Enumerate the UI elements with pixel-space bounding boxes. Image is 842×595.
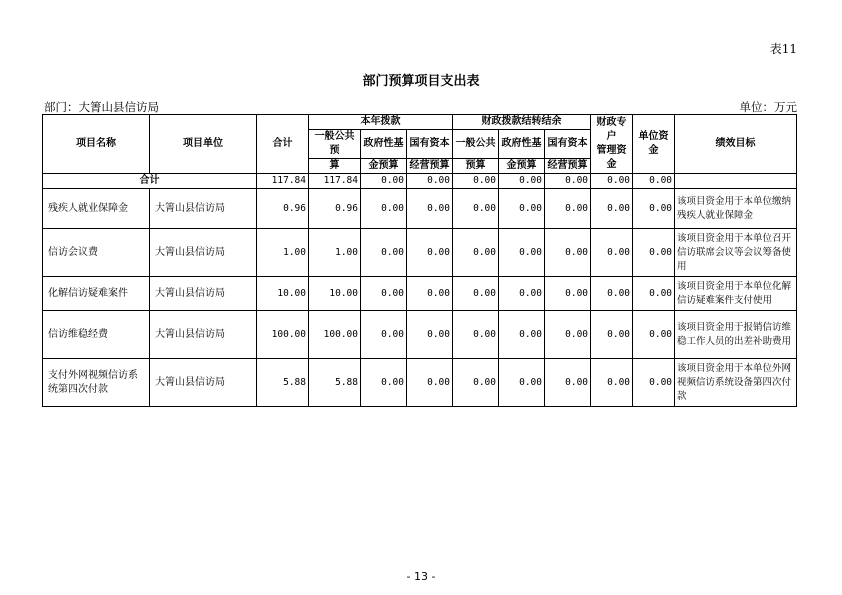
total-cell: 0.00 <box>453 174 499 189</box>
value-cell: 0.00 <box>591 359 633 407</box>
page-number: - 13 - <box>406 570 436 583</box>
header-co-state-capital-2: 经营预算 <box>545 159 591 174</box>
value-cell: 1.00 <box>257 229 309 277</box>
header-co-general: 一般公共 <box>453 130 499 159</box>
header-general-budget: 一般公共预 <box>309 130 361 159</box>
header-co-gov-fund-2: 金预算 <box>499 159 545 174</box>
value-cell: 0.00 <box>407 359 453 407</box>
total-cell: 0.00 <box>361 174 407 189</box>
total-cell: 0.00 <box>591 174 633 189</box>
total-cell: 117.84 <box>309 174 361 189</box>
project-unit-cell: 大箐山县信访局 <box>150 277 257 311</box>
value-cell: 0.00 <box>633 311 675 359</box>
header-performance: 绩效目标 <box>675 115 797 174</box>
header-state-capital: 国有资本 <box>407 130 453 159</box>
value-cell: 0.00 <box>633 229 675 277</box>
value-cell: 0.00 <box>499 189 545 229</box>
value-cell: 10.00 <box>309 277 361 311</box>
header-co-general-2: 预算 <box>453 159 499 174</box>
value-cell: 0.00 <box>453 359 499 407</box>
value-cell: 0.00 <box>453 277 499 311</box>
department-label: 部门：大箐山县信访局 <box>44 100 159 114</box>
performance-cell: 该项目资金用于本单位化解信访疑难案件支付使用 <box>675 277 797 311</box>
value-cell: 0.00 <box>545 311 591 359</box>
total-cell: 0.00 <box>407 174 453 189</box>
value-cell: 0.96 <box>257 189 309 229</box>
performance-cell: 该项目资金用于本单位召开信访联席会议等会议筹备使用 <box>675 229 797 277</box>
value-cell: 0.00 <box>633 277 675 311</box>
value-cell: 0.00 <box>591 311 633 359</box>
value-cell: 0.00 <box>453 189 499 229</box>
project-expenditure-table <box>42 114 797 407</box>
value-cell: 0.00 <box>633 359 675 407</box>
value-cell: 0.00 <box>633 189 675 229</box>
header-general-budget-2: 算 <box>309 159 361 174</box>
header-unit-funds: 单位资金 <box>633 115 675 174</box>
header-co-state-capital: 国有资本 <box>545 130 591 159</box>
value-cell: 0.00 <box>407 229 453 277</box>
value-cell: 0.00 <box>407 311 453 359</box>
value-cell: 0.00 <box>361 311 407 359</box>
total-cell: 117.84 <box>257 174 309 189</box>
project-name-cell: 信访会议费 <box>43 229 150 277</box>
performance-cell: 该项目资金用于报销信访维稳工作人员的出差补助费用 <box>675 311 797 359</box>
value-cell: 0.00 <box>499 311 545 359</box>
header-special-account <box>591 115 633 174</box>
value-cell: 0.00 <box>545 277 591 311</box>
project-unit-cell: 大箐山县信访局 <box>150 359 257 407</box>
value-cell: 0.00 <box>453 229 499 277</box>
table-row <box>43 189 797 229</box>
value-cell: 0.00 <box>545 229 591 277</box>
value-cell: 0.00 <box>361 277 407 311</box>
unit-label: 单位：万元 <box>739 100 797 114</box>
value-cell: 5.88 <box>257 359 309 407</box>
value-cell: 0.00 <box>591 229 633 277</box>
total-cell: 0.00 <box>633 174 675 189</box>
total-label: 合计 <box>43 174 257 189</box>
header-gov-fund-2: 金预算 <box>361 159 407 174</box>
performance-cell: 该项目资金用于本单位缴纳残疾人就业保障金 <box>675 189 797 229</box>
header-special-line2: 管理资金 <box>596 145 627 170</box>
performance-cell: 该项目资金用于本单位外网视频信访系统设备第四次付款 <box>675 359 797 407</box>
value-cell: 0.00 <box>545 189 591 229</box>
header-co-gov-fund: 政府性基 <box>499 130 545 159</box>
page-title: 部门预算项目支出表 <box>362 74 480 89</box>
value-cell: 0.00 <box>361 229 407 277</box>
value-cell: 5.88 <box>309 359 361 407</box>
table-row <box>43 277 797 311</box>
value-cell: 0.00 <box>545 359 591 407</box>
header-current-year: 本年拨款 <box>309 115 453 130</box>
total-row <box>43 174 797 189</box>
value-cell: 0.00 <box>407 189 453 229</box>
header-special-line1: 财政专户 <box>596 117 627 142</box>
total-cell: 0.00 <box>499 174 545 189</box>
project-unit-cell: 大箐山县信访局 <box>150 229 257 277</box>
total-cell: 0.00 <box>545 174 591 189</box>
value-cell: 1.00 <box>309 229 361 277</box>
project-name-cell: 化解信访疑难案件 <box>43 277 150 311</box>
table-row <box>43 229 797 277</box>
value-cell: 0.00 <box>361 359 407 407</box>
header-project-name: 项目名称 <box>43 115 150 174</box>
value-cell: 0.96 <box>309 189 361 229</box>
value-cell: 0.00 <box>499 277 545 311</box>
header-carryover: 财政拨款结转结余 <box>453 115 591 130</box>
project-name-cell: 残疾人就业保障金 <box>43 189 150 229</box>
value-cell: 100.00 <box>257 311 309 359</box>
value-cell: 10.00 <box>257 277 309 311</box>
project-name-cell: 信访维稳经费 <box>43 311 150 359</box>
value-cell: 0.00 <box>407 277 453 311</box>
project-name-cell: 支付外网视频信访系统第四次付款 <box>43 359 150 407</box>
project-unit-cell: 大箐山县信访局 <box>150 189 257 229</box>
header-total: 合计 <box>257 115 309 174</box>
value-cell: 0.00 <box>591 189 633 229</box>
total-perf-cell <box>675 174 797 189</box>
table-number: 表11 <box>769 42 797 56</box>
value-cell: 0.00 <box>499 359 545 407</box>
value-cell: 0.00 <box>453 311 499 359</box>
value-cell: 0.00 <box>361 189 407 229</box>
table-row <box>43 359 797 407</box>
project-unit-cell: 大箐山县信访局 <box>150 311 257 359</box>
value-cell: 100.00 <box>309 311 361 359</box>
header-state-capital-2: 经营预算 <box>407 159 453 174</box>
value-cell: 0.00 <box>591 277 633 311</box>
value-cell: 0.00 <box>499 229 545 277</box>
header-gov-fund: 政府性基 <box>361 130 407 159</box>
table-row <box>43 311 797 359</box>
header-project-unit: 项目单位 <box>150 115 257 174</box>
